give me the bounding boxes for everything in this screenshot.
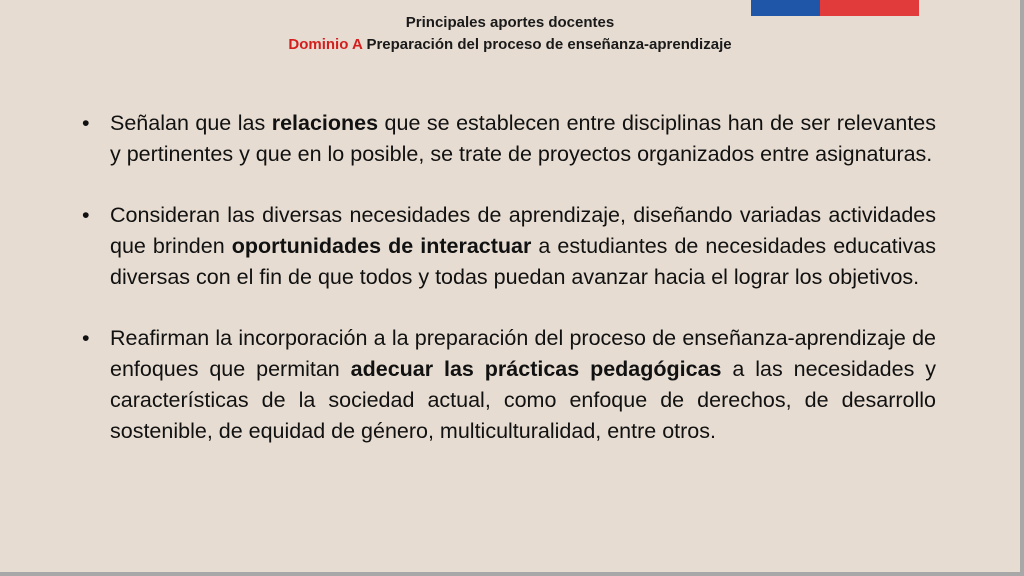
bullet-dot-icon: • — [82, 326, 90, 350]
bullet-text: Señalan que las — [110, 111, 272, 135]
bullet-item — [80, 200, 936, 293]
bullet-emphasis: adecuar las prácticas pedagógicas — [350, 357, 722, 381]
bullet-text: Reafirman la incorporación a la preparación del proceso de enseñanza-aprendizaje de enfoques que permitan — [110, 326, 936, 381]
bullet-text: que se establecen entre disciplinas han de ser relevantes y pertinentes y que en lo posible, se trate de proyectos organizados entre asignaturas. — [110, 111, 936, 166]
bullet-emphasis: oportunidades de interactuar — [231, 234, 532, 258]
bullet-emphasis: relaciones — [271, 111, 379, 135]
bullet-dot-icon: • — [82, 203, 90, 227]
slide-header — [0, 12, 1020, 56]
bullet-text: Consideran las diversas necesidades de aprendizaje, diseñando variadas actividades que brinden — [110, 203, 936, 258]
bullet-item — [80, 323, 936, 447]
bullet-item — [80, 108, 936, 170]
bullet-dot-icon: • — [82, 111, 90, 135]
bullet-text: a estudiantes de necesidades educativas diversas con el fin de que todos y todas puedan avanzar hacia el lograr los objetivos. — [110, 234, 936, 289]
domain-label: Dominio A — [288, 36, 363, 53]
bullet-list — [80, 108, 936, 477]
domain-title: Preparación del proceso de enseñanza-aprendizaje — [366, 36, 732, 53]
header-title: Principales aportes docentes — [405, 14, 615, 31]
bullet-text: a las necesidades y características de la sociedad actual, como enfoque de derechos, de desarrollo sostenible, de equidad de género, multiculturalidad, entre otros. — [110, 357, 936, 443]
header-subtitle — [0, 34, 1020, 56]
